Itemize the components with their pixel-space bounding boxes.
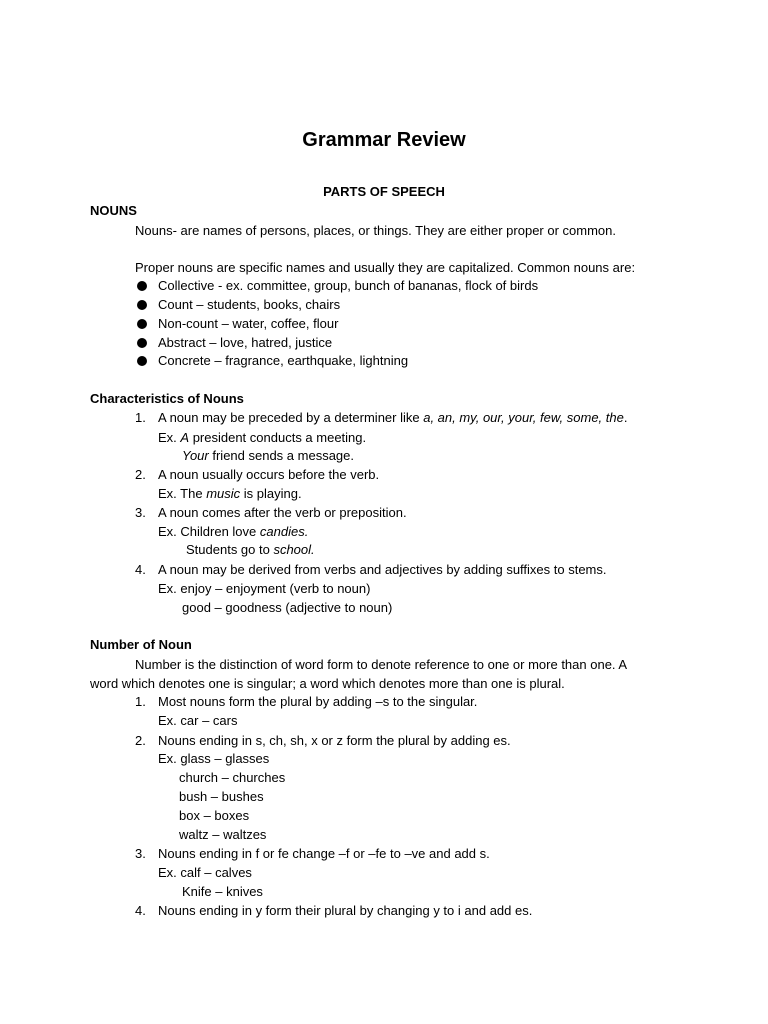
example-text: Ex. calf – calves bbox=[158, 865, 252, 880]
example-text: Ex. A president conducts a meeting. bbox=[158, 430, 367, 445]
list-number: 1. bbox=[135, 694, 146, 709]
characteristics-heading: Characteristics of Nouns bbox=[90, 391, 244, 406]
example-text: Your friend sends a message. bbox=[182, 448, 354, 463]
paragraph-line: Number is the distinction of word form to denote reference to one or more than one. A bbox=[135, 657, 628, 672]
section-heading: PARTS OF SPEECH bbox=[323, 184, 445, 199]
list-item: Non-count – water, coffee, flour bbox=[158, 316, 339, 331]
list-item: Count – students, books, chairs bbox=[158, 297, 341, 312]
example-text: Students go to school. bbox=[186, 542, 315, 557]
nouns-heading: NOUNS bbox=[90, 203, 137, 218]
list-number: 4. bbox=[135, 562, 146, 577]
list-number: 2. bbox=[135, 733, 146, 748]
plural-rule-3: Nouns ending in f or fe change –f or –fe to –ve and add s. bbox=[158, 846, 490, 861]
characteristic-4: A noun may be derived from verbs and adjectives by adding suffixes to stems. bbox=[158, 562, 607, 577]
list-number: 3. bbox=[135, 846, 146, 861]
bullet-icon bbox=[137, 338, 147, 348]
bullet-icon bbox=[137, 300, 147, 310]
list-number: 1. bbox=[135, 410, 146, 425]
bullet-icon bbox=[137, 356, 147, 366]
example-text: Ex. The music is playing. bbox=[158, 486, 302, 501]
nouns-definition: Nouns- are names of persons, places, or things. They are either proper or common. bbox=[135, 223, 616, 238]
characteristic-2: A noun usually occurs before the verb. bbox=[158, 467, 380, 482]
characteristic-3: A noun comes after the verb or preposition. bbox=[158, 505, 407, 520]
example-text: good – goodness (adjective to noun) bbox=[182, 600, 393, 615]
plural-rule-1: Most nouns form the plural by adding –s to the singular. bbox=[158, 694, 478, 709]
characteristic-1: A noun may be preceded by a determiner like a, an, my, our, your, few, some, the. bbox=[158, 410, 628, 425]
example-text: Knife – knives bbox=[182, 884, 263, 899]
example-text: Ex. car – cars bbox=[158, 713, 238, 728]
example-text: Ex. Children love candies. bbox=[158, 524, 309, 539]
example-text: Ex. glass – glasses bbox=[158, 751, 270, 766]
example-text: Ex. enjoy – enjoyment (verb to noun) bbox=[158, 581, 371, 596]
example-text: church – churches bbox=[179, 770, 286, 785]
plural-rule-2: Nouns ending in s, ch, sh, x or z form the plural by adding es. bbox=[158, 733, 511, 748]
list-item: Abstract – love, hatred, justice bbox=[158, 335, 333, 350]
list-number: 3. bbox=[135, 505, 146, 520]
bullet-icon bbox=[137, 319, 147, 329]
list-item: Concrete – fragrance, earthquake, lightning bbox=[158, 353, 409, 368]
proper-common-text: Proper nouns are specific names and usually they are capitalized. Common nouns are: bbox=[135, 260, 636, 275]
bullet-icon bbox=[137, 281, 147, 291]
number-of-noun-heading: Number of Noun bbox=[90, 637, 192, 652]
example-text: box – boxes bbox=[179, 808, 250, 823]
example-text: bush – bushes bbox=[179, 789, 264, 804]
page-title: Grammar Review bbox=[302, 129, 466, 151]
plural-rule-4: Nouns ending in y form their plural by changing y to i and add es. bbox=[158, 903, 533, 918]
example-text: waltz – waltzes bbox=[179, 827, 267, 842]
list-number: 2. bbox=[135, 467, 146, 482]
paragraph-line: word which denotes one is singular; a word which denotes more than one is plural. bbox=[90, 676, 565, 691]
list-number: 4. bbox=[135, 903, 146, 918]
list-item: Collective - ex. committee, group, bunch of bananas, flock of birds bbox=[158, 278, 539, 293]
